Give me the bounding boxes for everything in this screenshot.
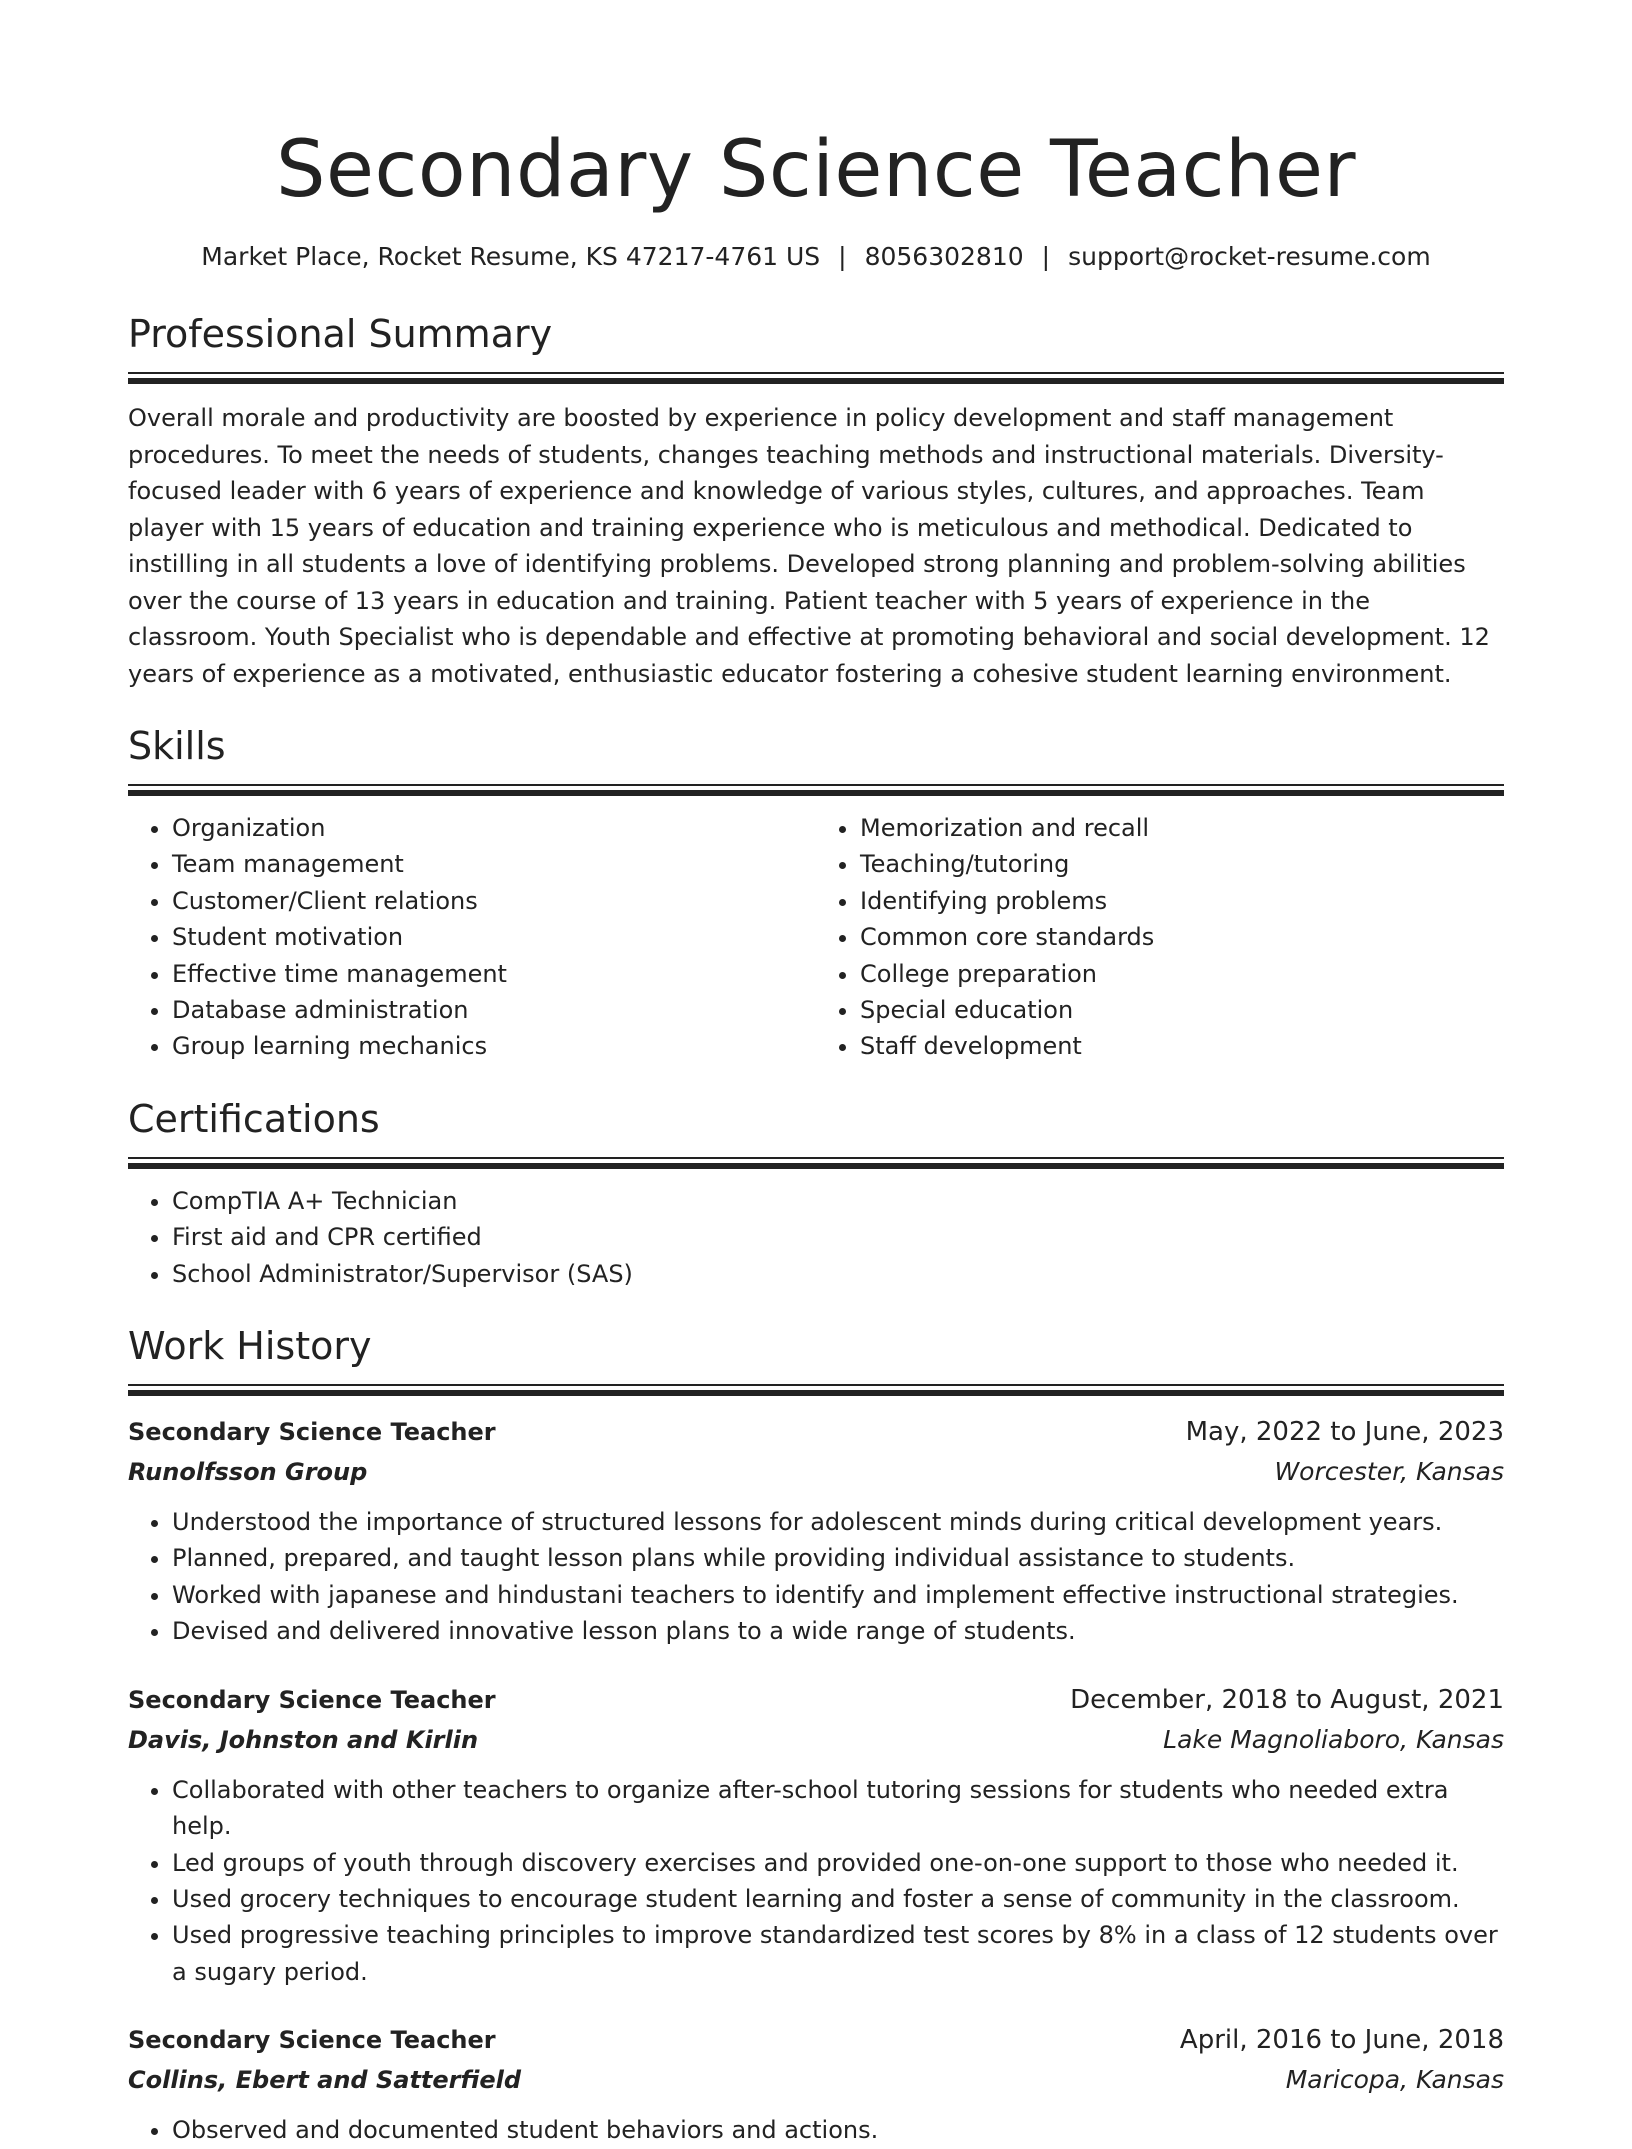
job-location: Maricopa, Kansas [1285, 2065, 1504, 2095]
contact-address: Market Place, Rocket Resume, KS 47217-4761 US [201, 242, 821, 271]
job-dates: December, 2018 to August, 2021 [1070, 1684, 1504, 1715]
skill-item: • Database administration [172, 992, 816, 1028]
contact-email: support@rocket-resume.com [1068, 242, 1431, 271]
job-company-row [128, 2060, 1504, 2100]
job-bullet: • Planned, prepared, and taught lesson plans while providing individual assistance to students. [172, 1540, 1504, 1576]
summary-text: Overall morale and productivity are boosted by experience in policy development and staff management procedures. To meet the needs of students, changes teaching methods and instructional materials. Diversity-focused leader with 6 years of experience and knowledge of various styles, cultures, and approaches. Team player with 15 years of education and training experience who is meticulous and methodical. Dedicated to instilling in all students a love of identifying problems. Developed strong planning and problem-solving abilities over the course of 13 years in education and training. Patient teacher with 5 years of experience in the classroom. Youth Specialist who is dependable and effective at promoting behavioral and social development. 12 years of experience as a motivated, enthusiastic educator fostering a cohesive student learning environment. [128, 404, 1490, 688]
job-dates: April, 2016 to June, 2018 [1179, 2025, 1504, 2056]
certification-item: • CompTIA A+ Technician [172, 1183, 1504, 1219]
job-bullets [128, 1504, 1504, 1650]
job-bullets [128, 2112, 1504, 2148]
job-company-row [128, 1452, 1504, 1492]
contact-phone: 8056302810 [864, 242, 1024, 271]
job-bullet: • Used progressive teaching principles to improve standardized test scores by 8% in a class of 12 students over a sugary period. [172, 1917, 1504, 1990]
certification-item: • School Administrator/Supervisor (SAS) [172, 1256, 1504, 1292]
skill-item: • Organization [172, 810, 816, 846]
section-title-skills: Skills [128, 724, 226, 768]
skill-item: • Staff development [860, 1028, 1504, 1064]
certifications-list [128, 1183, 1504, 1292]
skill-item: • Teaching/tutoring [860, 846, 1504, 882]
section-title-work-history: Work History [128, 1324, 372, 1369]
skill-item: • College preparation [860, 956, 1504, 992]
certifications-section [128, 1095, 1504, 1292]
summary-section [128, 310, 1504, 692]
job-entry [128, 1412, 1504, 1650]
job-entry [128, 1680, 1504, 1990]
contact-separator: | [838, 242, 847, 271]
job-bullet: • Used grocery techniques to encourage student learning and foster a sense of community in the classroom. [172, 1881, 1504, 1917]
skills-list-right [816, 810, 1504, 1065]
skills-section [128, 722, 1504, 1065]
skills-list-left [128, 810, 816, 1065]
job-entry [128, 2020, 1504, 2148]
skills-columns [128, 810, 1504, 1065]
skill-item: • Effective time management [172, 956, 816, 992]
section-divider [128, 372, 1504, 384]
skill-item: • Team management [172, 846, 816, 882]
job-company: Runolfsson Group [128, 1458, 368, 1487]
job-bullet: • Devised and delivered innovative lesson plans to a wide range of students. [172, 1613, 1504, 1649]
contact-separator: | [1041, 242, 1051, 271]
job-location: Worcester, Kansas [1274, 1457, 1504, 1487]
job-title: Secondary Science Teacher [128, 2026, 496, 2055]
skill-item: • Student motivation [172, 919, 816, 955]
section-title-certifications: Certifications [128, 1096, 380, 1141]
job-header-row [128, 1412, 1504, 1452]
job-bullet: • Understood the importance of structured lessons for adolescent minds during critical development years. [172, 1504, 1504, 1540]
job-title: Secondary Science Teacher [128, 1418, 496, 1447]
section-divider [128, 784, 1504, 796]
skill-item: • Special education [860, 992, 1504, 1028]
job-header-row [128, 1680, 1504, 1720]
job-title: Secondary Science Teacher [128, 1685, 496, 1714]
skill-item: • Group learning mechanics [172, 1028, 816, 1064]
section-divider [128, 1384, 1504, 1396]
skill-item: • Memorization and recall [860, 810, 1504, 846]
job-location: Lake Magnoliaboro, Kansas [1163, 1724, 1504, 1754]
certification-item: • First aid and CPR certified [172, 1219, 1504, 1255]
job-bullet: • Led groups of youth through discovery exercises and provided one-on-one support to those who needed it. [172, 1845, 1504, 1881]
job-company: Davis, Johnston and Kirlin [128, 1725, 479, 1754]
work-history-section [128, 1322, 1504, 2148]
resume-name: Secondary Science Teacher [275, 125, 1357, 215]
skill-item: • Identifying problems [860, 883, 1504, 919]
job-company-row [128, 1720, 1504, 1760]
skill-item: • Customer/Client relations [172, 883, 816, 919]
job-bullet: • Observed and documented student behaviors and actions. [172, 2112, 1504, 2148]
section-title-summary: Professional Summary [128, 312, 553, 356]
job-bullets [128, 1772, 1504, 1990]
contact-line [128, 240, 1504, 274]
job-header-row [128, 2020, 1504, 2060]
job-company: Collins, Ebert and Satterfield [128, 2066, 522, 2095]
job-dates: May, 2022 to June, 2023 [1185, 1417, 1504, 1448]
section-divider [128, 1157, 1504, 1169]
job-bullet: • Collaborated with other teachers to organize after-school tutoring sessions for students who needed extra help. [172, 1772, 1504, 1845]
job-bullet: • Worked with japanese and hindustani teachers to identify and implement effective instructional strategies. [172, 1577, 1504, 1613]
skill-item: • Common core standards [860, 919, 1504, 955]
